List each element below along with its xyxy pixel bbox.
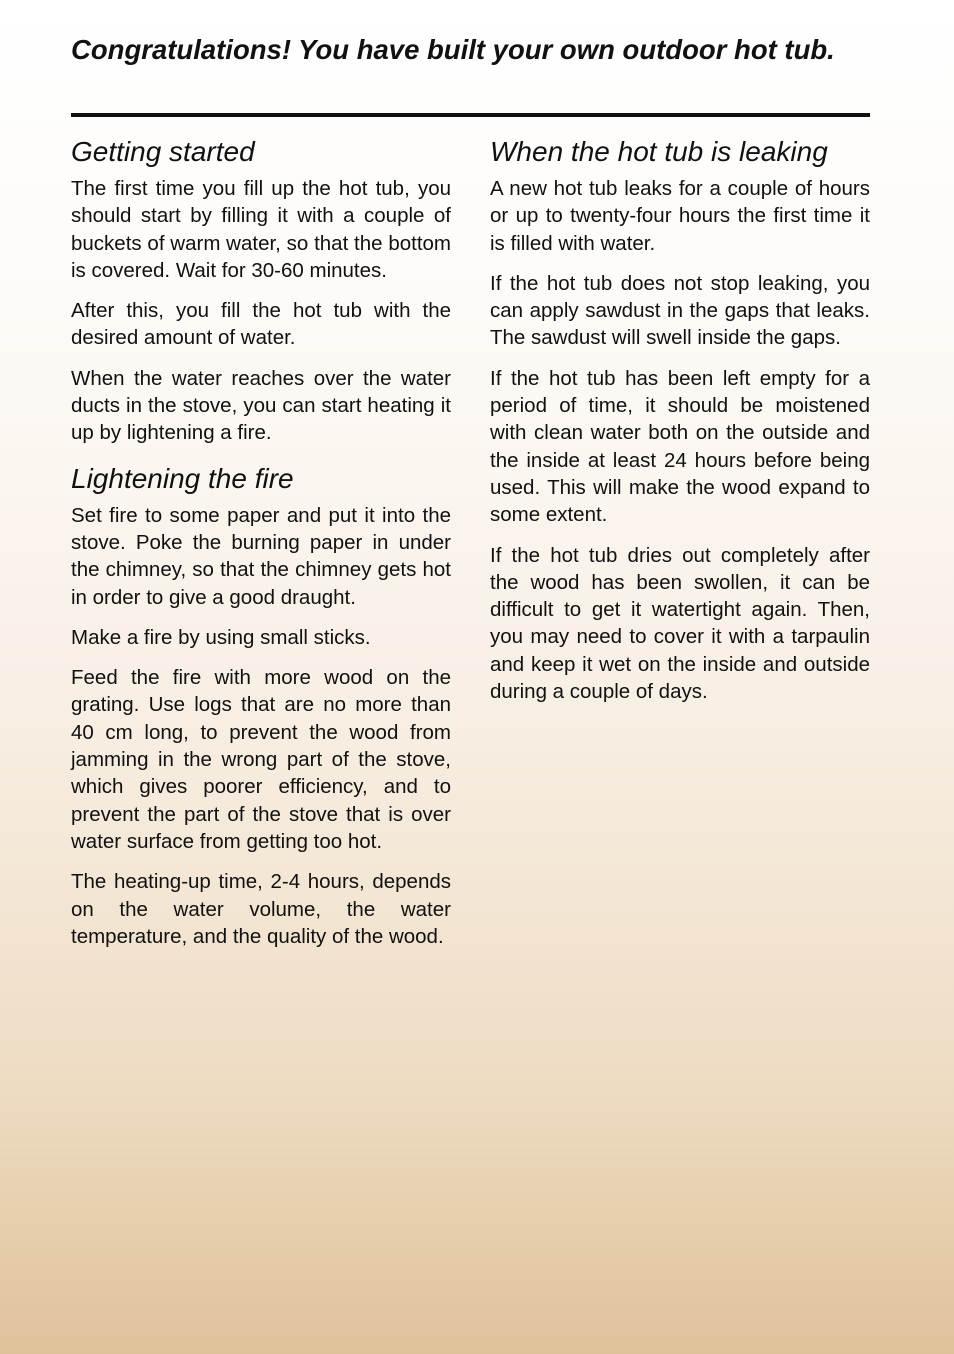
header-divider — [71, 113, 870, 117]
right-column — [490, 130, 870, 718]
paragraph: After this, you fill the hot tub with the desired amount of water. — [71, 299, 451, 350]
paragraph: Set fire to some paper and put it into the stove. Poke the burning paper in under the chimney, so that the chimney gets hot in order to give a good draught. — [71, 503, 451, 609]
left-column — [71, 130, 451, 963]
paragraph: If the hot tub dries out completely after the wood has been swollen, it can be difficult to get it watertight again. Then, you may need to cover it with a tarpaulin and keep it wet on the inside and outside during a couple of days. — [490, 543, 870, 704]
paragraph: If the hot tub does not stop leaking, you can apply sawdust in the gaps that leaks. The sawdust will swell inside the gaps. — [490, 271, 870, 350]
section-title-leaking: When the hot tub is leaking — [490, 136, 828, 167]
paragraph: When the water reaches over the water ducts in the stove, you can start heating it up by lightening a fire. — [71, 366, 451, 445]
section-title-getting-started: Getting started — [71, 136, 255, 167]
paragraph: A new hot tub leaks for a couple of hours or up to twenty-four hours the first time it is filled with water. — [490, 177, 870, 255]
paragraph: Feed the fire with more wood on the grating. Use logs that are no more than 40 cm long, to prevent the wood from jamming in the wrong part of the stove, which gives poorer efficiency, and to prevent the part of the stove that is over water surface from getting too hot. — [71, 666, 451, 853]
paragraph: The first time you fill up the hot tub, you should start by filling it with a couple of buckets of warm water, so that the bottom is covered. Wait for 30-60 minutes. — [71, 177, 451, 282]
section-title-lightening-fire: Lightening the fire — [71, 462, 294, 494]
paragraph: The heating-up time, 2-4 hours, depends on the water volume, the water temperature, and the quality of the wood. — [71, 870, 451, 948]
paragraph: Make a fire by using small sticks. — [71, 625, 371, 649]
page-headline: Congratulations! You have built your own outdoor hot tub. — [71, 34, 835, 65]
paragraph: If the hot tub has been left empty for a period of time, it should be moistened with clean water both on the outside and the inside at least 24 hours before being used. This will make the wood expand to some extent. — [490, 366, 870, 527]
